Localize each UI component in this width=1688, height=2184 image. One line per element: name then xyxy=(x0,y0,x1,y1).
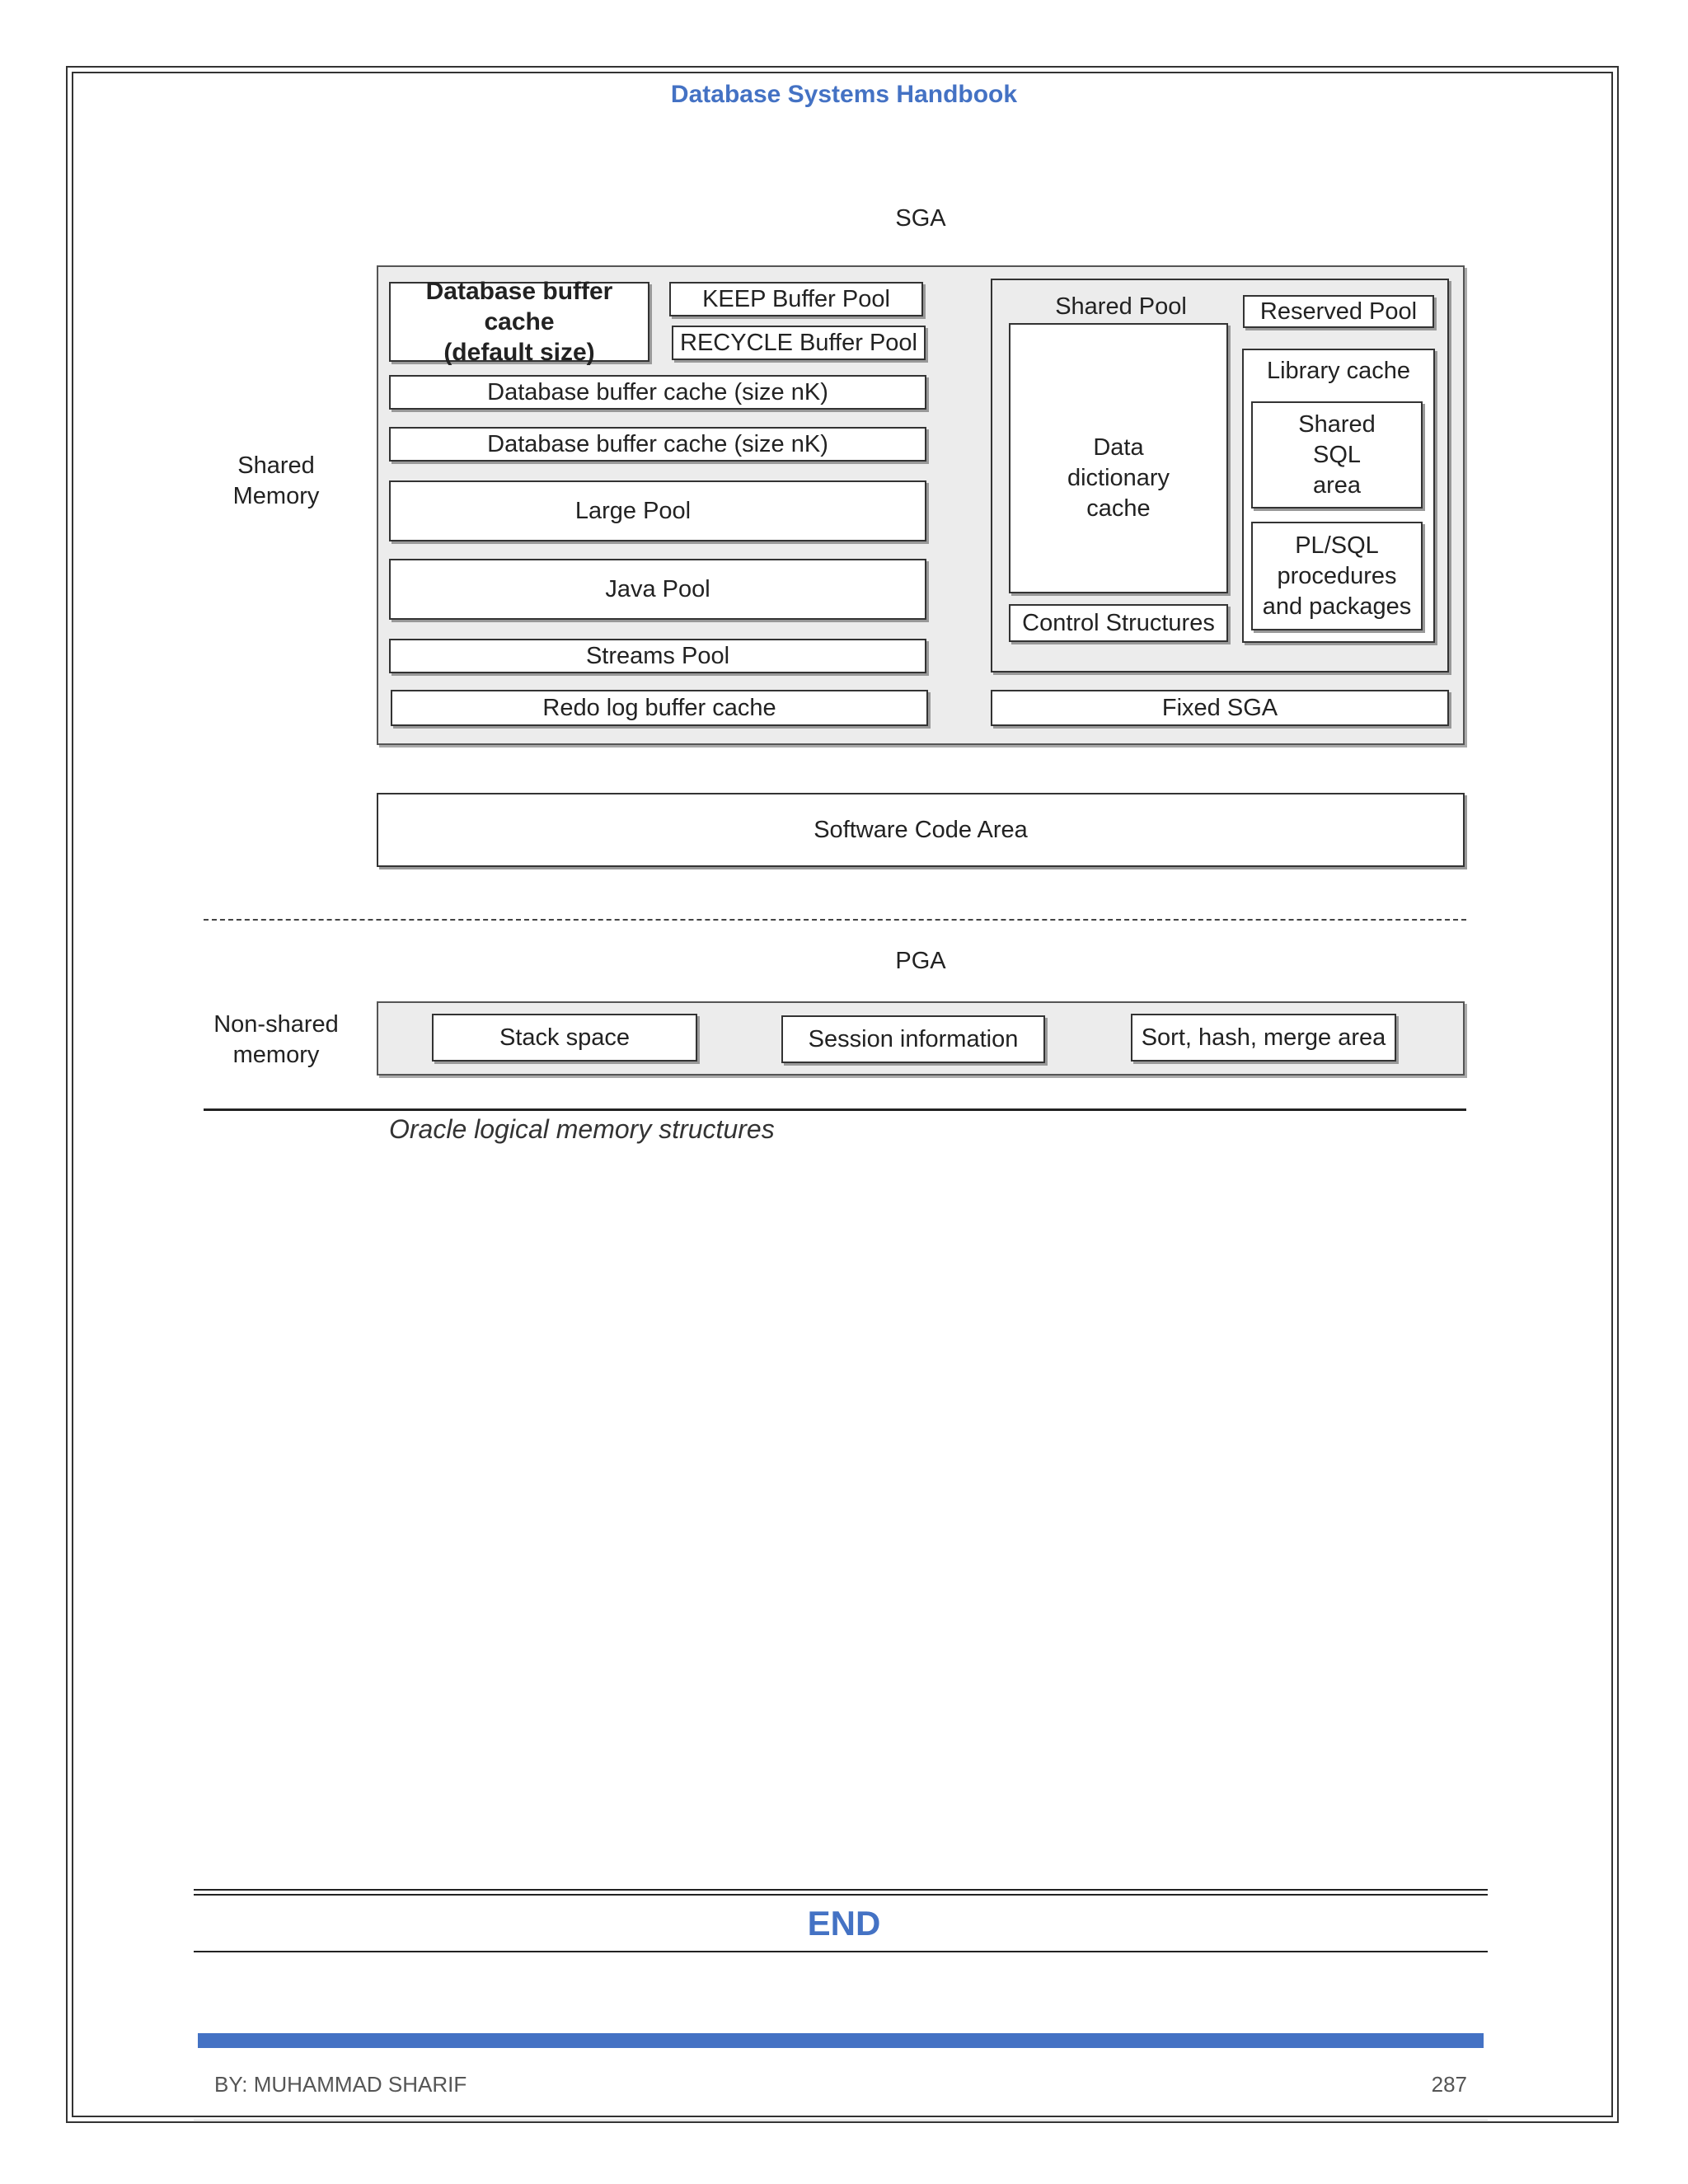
recycle-buffer-pool: RECYCLE Buffer Pool xyxy=(672,326,926,360)
end-rule-bottom xyxy=(194,1951,1488,1952)
end-text: END xyxy=(807,1904,881,1943)
sga-label: SGA xyxy=(895,205,946,232)
session-information: Session information xyxy=(781,1015,1045,1063)
footer-author: BY: MUHAMMAD SHARIF xyxy=(214,2072,467,2097)
diagram-bottom-rule xyxy=(204,1108,1466,1111)
footer-bottom-line xyxy=(194,2120,1488,2121)
handbook-title: Database Systems Handbook xyxy=(670,81,1018,108)
redo-log-buffer-cache: Redo log buffer cache xyxy=(391,690,928,726)
end-rule-top-1 xyxy=(194,1889,1488,1891)
database-buffer-cache-nk-2: Database buffer cache (size nK) xyxy=(389,427,926,462)
database-buffer-cache-default: Database buffer cache (default size) xyxy=(389,282,649,362)
pga-label: PGA xyxy=(895,948,946,974)
shared-pool-label: Shared Pool xyxy=(1055,293,1187,320)
software-code-area: Software Code Area xyxy=(377,793,1465,867)
data-dictionary-cache: Data dictionary cache xyxy=(1009,323,1228,593)
shared-memory-label: Shared Memory xyxy=(232,452,320,509)
database-buffer-cache-nk-1: Database buffer cache (size nK) xyxy=(389,375,926,410)
non-shared-memory-label: Non-shared memory xyxy=(213,1011,339,1068)
large-pool: Large Pool xyxy=(389,480,926,541)
stack-space: Stack space xyxy=(432,1014,697,1062)
plsql-procedures-packages: PL/SQL procedures and packages xyxy=(1251,522,1423,630)
shared-sql-area: Shared SQL area xyxy=(1251,401,1423,509)
page-number: 287 xyxy=(1431,2072,1467,2097)
keep-buffer-pool: KEEP Buffer Pool xyxy=(669,282,923,316)
sort-hash-merge-area: Sort, hash, merge area xyxy=(1131,1014,1396,1062)
library-cache-label: Library cache xyxy=(1266,358,1411,384)
reserved-pool: Reserved Pool xyxy=(1243,295,1434,328)
end-rule-top-2 xyxy=(194,1894,1488,1896)
fixed-sga: Fixed SGA xyxy=(991,690,1449,726)
footer-blue-bar xyxy=(198,2033,1484,2048)
control-structures: Control Structures xyxy=(1009,604,1228,642)
dashed-separator xyxy=(204,919,1466,921)
figure-caption: Oracle logical memory structures xyxy=(389,1114,775,1144)
streams-pool: Streams Pool xyxy=(389,639,926,673)
java-pool: Java Pool xyxy=(389,559,926,620)
